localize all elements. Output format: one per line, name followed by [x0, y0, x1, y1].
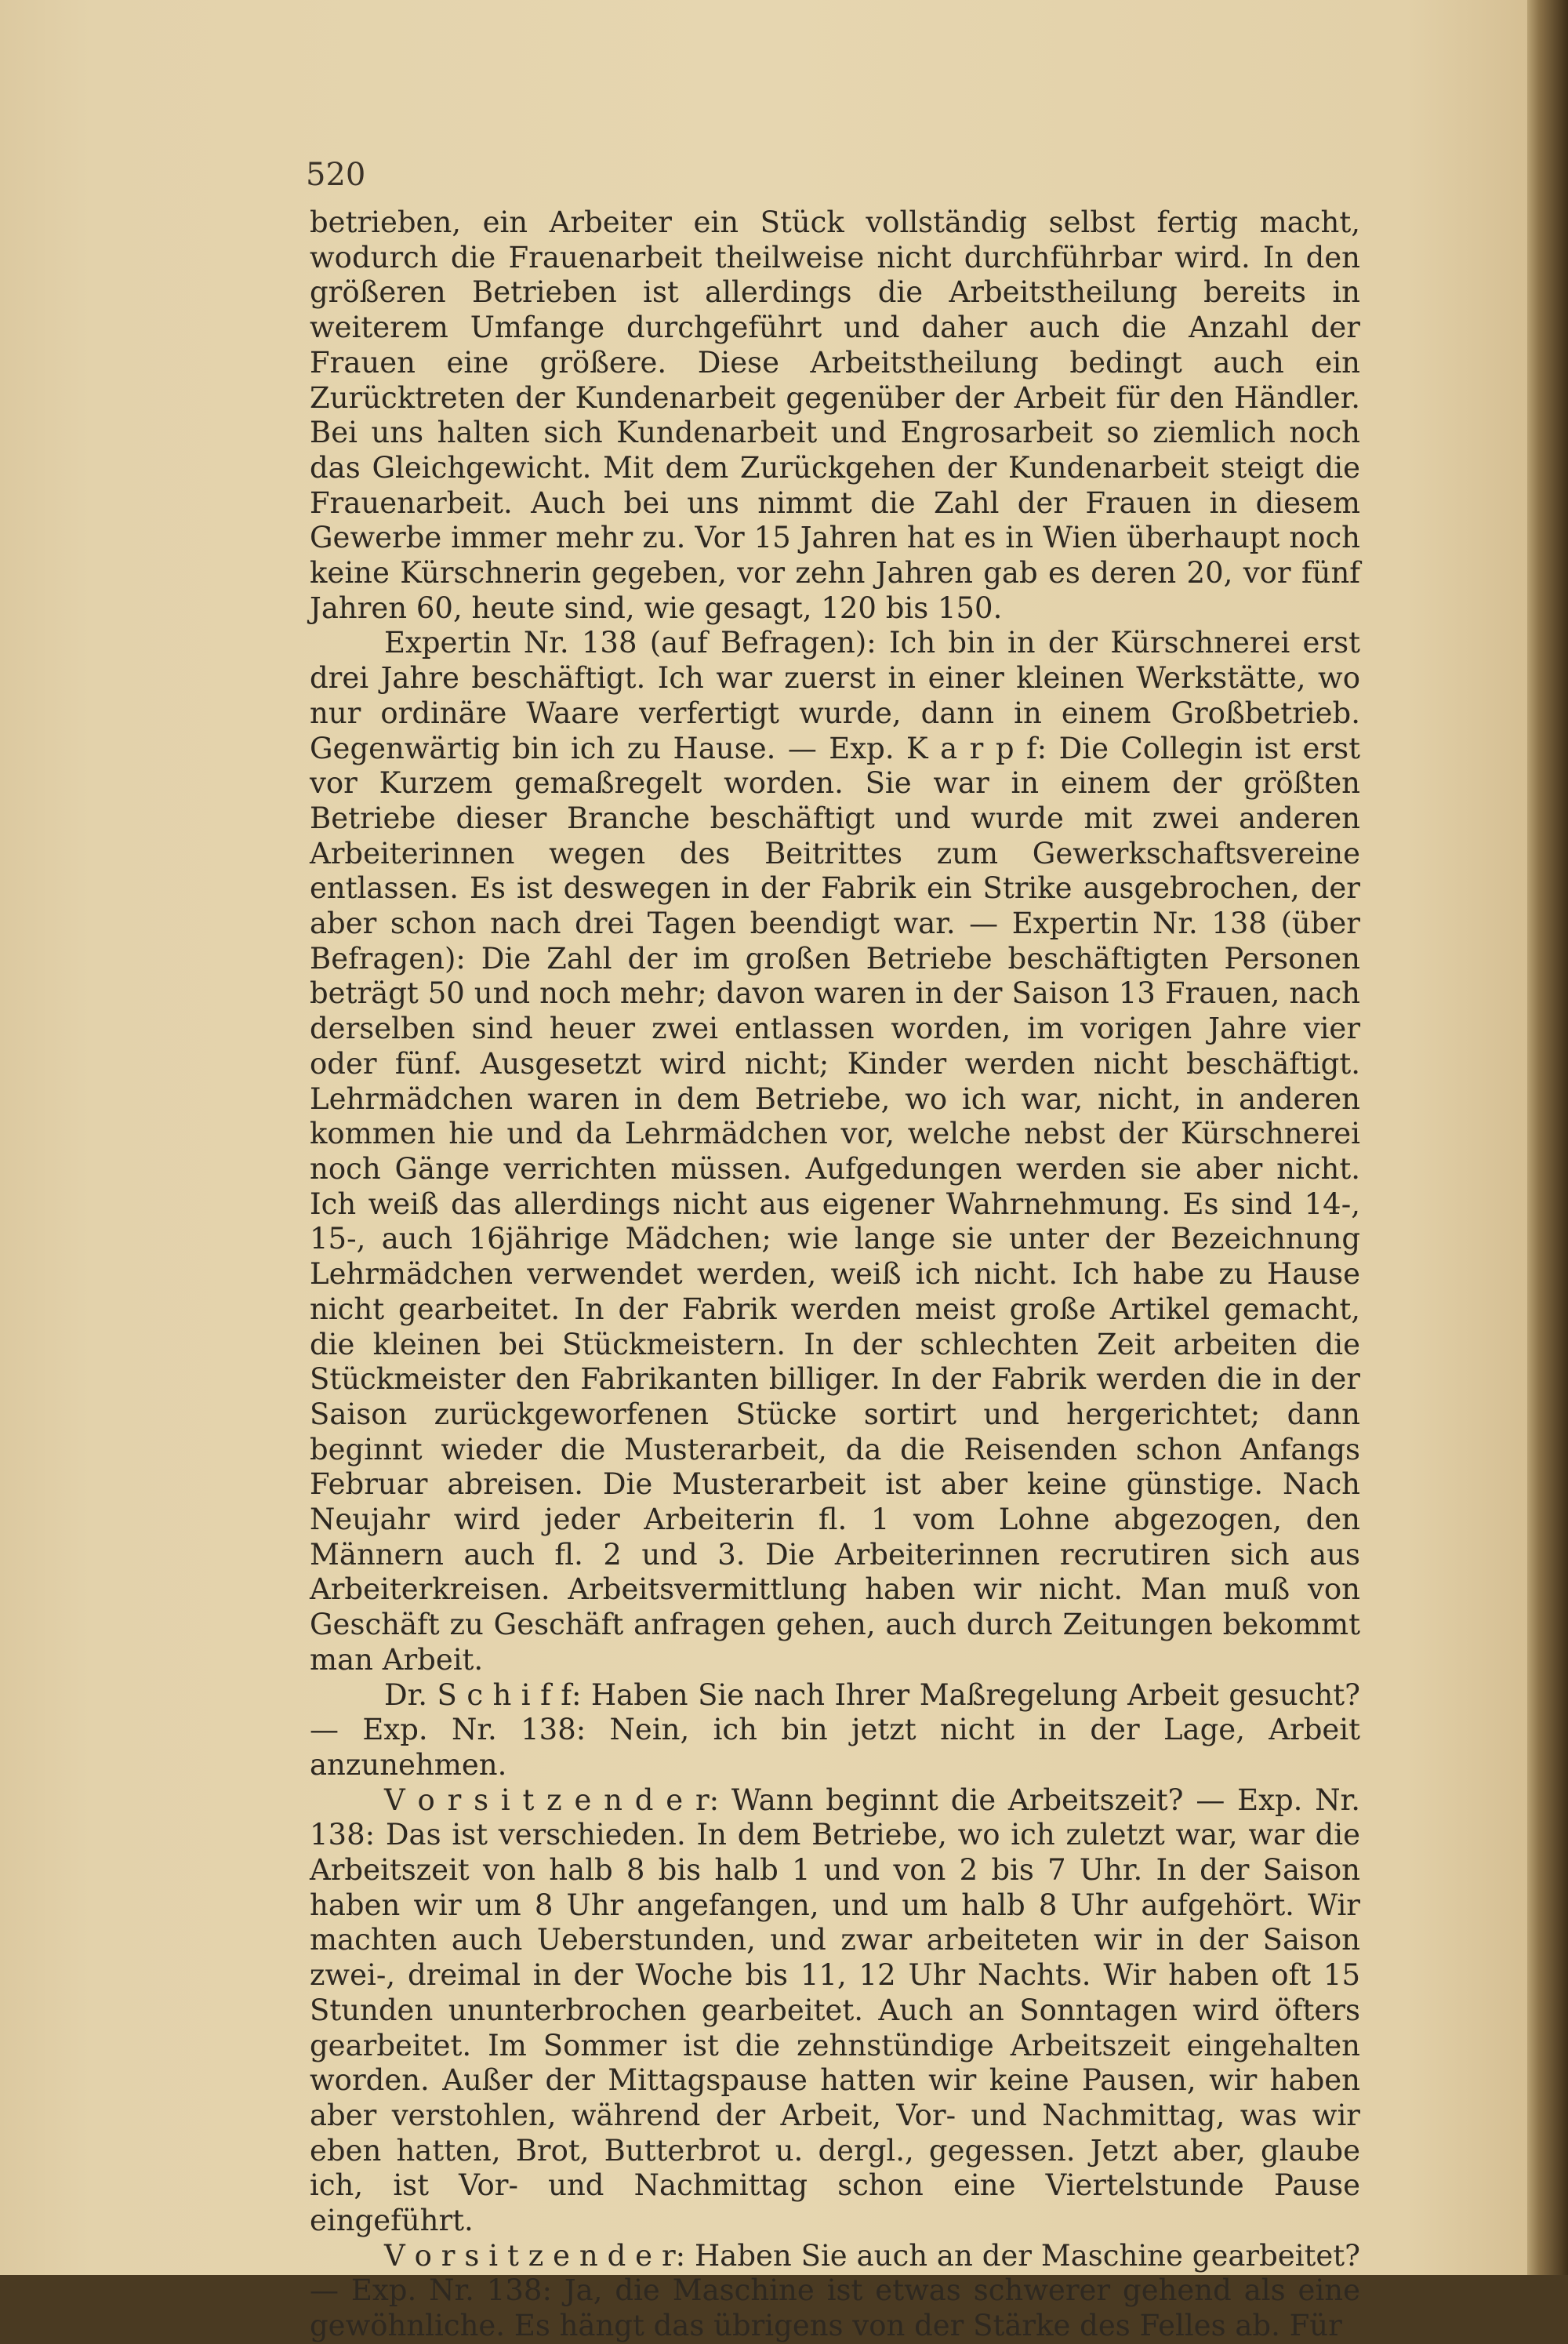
page-number: 520 [306, 157, 366, 193]
paragraph: V o r s i t z e n d e r: Wann beginnt die Arbeitszeit? — Exp. Nr. 138: Das ist verschieden. In dem Betriebe, wo ich zuletzt war, war die Arbeitszeit von halb 8 bis halb 1 und von 2 bis 7 Uhr. In der Saison haben wir um 8 Uhr angefangen, und um halb 8 Uhr aufgehört. Wir machten auch Ueberstunden, und zwar arbeiteten wir in der Saison zwei-, dreimal in der Woche bis 11, 12 Uhr Nachts. Wir haben oft 15 Stunden ununterbrochen gearbeitet. Auch an Sonntagen wird öfters gearbeitet. Im Sommer ist die zehnstündige Arbeitszeit eingehalten worden. Außer der Mittagspause hatten wir keine Pausen, wir haben aber verstohlen, während der Arbeit, Vor- und Nachmittag, was wir eben hatten, Brot, Butterbrot u. dergl., gegessen. Jetzt aber, glaube ich, ist Vor- und Nachmittag schon eine Viertelstunde Pause eingeführt. [310, 1783, 1360, 2238]
book-gutter [1527, 0, 1568, 2275]
paragraph: Dr. S c h i f f: Haben Sie nach Ihrer Maßregelung Arbeit gesucht? — Exp. Nr. 138: Nein, ich bin jetzt nicht in der Lage, Arbeit anzunehmen. [310, 1677, 1360, 1782]
paragraph: betrieben, ein Arbeiter ein Stück vollständig selbst fertig macht, wodurch die Frauenarbeit theilweise nicht durchführbar wird. In den größeren Betrieben ist allerdings die Arbeitstheilung bereits in weiterem Umfange durchgeführt und daher auch die Anzahl der Frauen eine größere. Diese Arbeitstheilung bedingt auch ein Zurücktreten der Kundenarbeit gegenüber der Arbeit für den Händler. Bei uns halten sich Kundenarbeit und Engrosarbeit so ziemlich noch das Gleichgewicht. Mit dem Zurückgehen der Kundenarbeit steigt die Frauenarbeit. Auch bei uns nimmt die Zahl der Frauen in diesem Gewerbe immer mehr zu. Vor 15 Jahren hat es in Wien überhaupt noch keine Kürschnerin gegeben, vor zehn Jahren gab es deren 20, vor fünf Jahren 60, heute sind, wie gesagt, 120 bis 150. [310, 205, 1360, 625]
body-text [310, 205, 1360, 2344]
paragraph: Expertin Nr. 138 (auf Befragen): Ich bin in der Kürschnerei erst drei Jahre beschäftigt. Ich war zuerst in einer kleinen Werkstätte, wo nur ordinäre Waare verfertigt wurde, dann in einem Großbetrieb. Gegenwärtig bin ich zu Hause. — Exp. K a r p f: Die Collegin ist erst vor Kurzem gemaßregelt worden. Sie war in einem der größten Betriebe dieser Branche beschäftigt und wurde mit zwei anderen Arbeiterinnen wegen des Beitrittes zum Gewerkschaftsvereine entlassen. Es ist deswegen in der Fabrik ein Strike ausgebrochen, der aber schon nach drei Tagen beendigt war. — Expertin Nr. 138 (über Befragen): Die Zahl der im großen Betriebe beschäftigten Personen beträgt 50 und noch mehr; davon waren in der Saison 13 Frauen, nach derselben sind heuer zwei entlassen worden, im vorigen Jahre vier oder fünf. Ausgesetzt wird nicht; Kinder werden nicht beschäftigt. Lehrmädchen waren in dem Betriebe, wo ich war, nicht, in anderen kommen hie und da Lehrmädchen vor, welche nebst der Kürschnerei noch Gänge verrichten müssen. Aufgedungen werden sie aber nicht. Ich weiß das allerdings nicht aus eigener Wahrnehmung. Es sind 14-, 15-, auch 16jährige Mädchen; wie lange sie unter der Bezeichnung Lehrmädchen verwendet werden, weiß ich nicht. Ich habe zu Hause nicht gearbeitet. In der Fabrik werden meist große Artikel gemacht, die kleinen bei Stückmeistern. In der schlechten Zeit arbeiten die Stückmeister den Fabrikanten billiger. In der Fabrik werden die in der Saison zurückgeworfenen Stücke sortirt und hergerichtet; dann beginnt wieder die Musterarbeit, da die Reisenden schon Anfangs Februar abreisen. Die Musterarbeit ist aber keine günstige. Nach Neujahr wird jeder Arbeiterin fl. 1 vom Lohne abgezogen, den Männern auch fl. 2 und 3. Die Arbeiterinnen recrutiren sich aus Arbeiterkreisen. Arbeitsvermittlung haben wir nicht. Man muß von Geschäft zu Geschäft anfragen gehen, auch durch Zeitungen bekommt man Arbeit. [310, 626, 1360, 1677]
paragraph: V o r s i t z e n d e r: Haben Sie auch an der Maschine gearbeitet? — Exp. Nr. 138: Ja, die Maschine ist etwas schwerer gehend als eine gewöhnliche. Es hängt das übrigens von der Stärke des Felles ab. Für [310, 2238, 1360, 2343]
